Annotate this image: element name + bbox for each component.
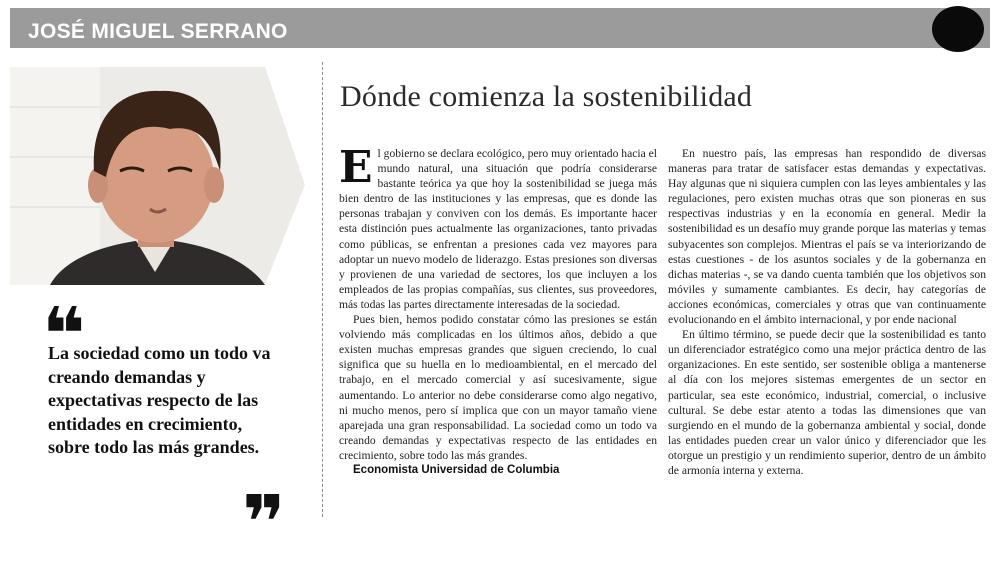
header-bar <box>10 8 990 48</box>
open-quote-icon: ❝ <box>42 292 86 378</box>
pull-quote-text: La sociedad como un todo va creando demandas y expectativas respecto de las entidades en crecimiento, sobre todo las más grandes. <box>48 343 271 457</box>
drop-cap: E <box>339 142 373 193</box>
column-divider <box>322 62 323 517</box>
paragraph: En último término, se puede decir que la sostenibilidad es tanto un diferenciador estratégico como una mejor práctica dentro de las organizaciones. En este sentido, ser sostenible obliga a mantenerse al día con los mejores sistemas emergentes de un sector en particular, sea este económico, industrial, comercial, o inclusive cultural. Se debe estar atento a todas las dimensiones que van surgiendo en el mundo de la gobernanza ambiental y social, donde las entidades pueden crear un valor único y diferenciador que les otorgue un prestigio y un rendimiento superior, dentro de un ámbito de armonía interna y externa. <box>668 328 986 477</box>
close-quote-icon: ❞ <box>242 480 286 566</box>
paragraph: En nuestro país, las empresas han respondido de diversas maneras para tratar de satisfacer estas demandas y expectativas. Hay algunas que ni siquiera cumplen con las leyes ambientales y las regulaciones, pero existen muchas otras que son pioneras en sus respectivas industrias y en la economía en general. Medir la sostenibilidad es un desafío muy grande porque las materias y temas subyacentes son complejos. Mientras el país se va interiorizando de estas cuestiones - de los asuntos sociales y de la gobernanza en dichas materias -, se va dando cuenta también que los objetivos son móviles y sumamente cambiantes. Es decir, hay categorías de acciones económicas, comerciales y otras que van continuamente evolucionando en el ámbito internacional, y por ende nacional <box>668 147 986 327</box>
author-portrait-image <box>10 67 305 285</box>
author-name: JOSÉ MIGUEL SERRANO <box>28 20 288 43</box>
article-column-1 <box>339 142 657 478</box>
article-title: Dónde comienza la sostenibilidad <box>340 80 753 113</box>
author-photo <box>10 67 305 285</box>
pull-quote <box>42 292 297 566</box>
paragraph-text: l gobierno se declara ecológico, pero muy orientado hacia el mundo natural, una situación que podría considerarse bastante teórica ya que hoy la sostenibilidad se juega más bien dentro de las instituciones y las empresas, que es donde las personas trabajan y conviven con los demás. Es importante hacer esta distinción pues actualmente las organizaciones, tanto privadas como públicas, se enfrentan a presiones cada vez mayores para adoptar un nuevo modelo de liderazgo. Estas presiones son diversas y provienen de una variedad de sectores, los que incluyen a los empleados de las propias compañías, sus clientes, sus proveedores, más todas las partes directamente interesadas de la sociedad. <box>339 147 657 311</box>
paragraph <box>339 142 657 312</box>
paragraph: Pues bien, hemos podido constatar cómo las presiones se están volviendo más complicadas en los últimos años, debido a que existen muchas empresas grandes que siguen creciendo, lo cual significa que su huella en lo medioambiental, en el mercado del trabajo, en el mercado comercial y así sucesivamente, sigue aumentando. Lo anterior no debe considerarse como algo negativo, ni mucho menos, pero sí implica que con un mayor tamaño viene aparejada una gran responsabilidad. La sociedad como un todo va creando demandas y expectativas respecto de las entidades en crecimiento, sobre todo las más grandes. <box>339 313 657 462</box>
article-column-2 <box>668 146 986 478</box>
corner-dot <box>932 6 984 52</box>
author-signature: Economista Universidad de Columbia <box>353 463 560 476</box>
